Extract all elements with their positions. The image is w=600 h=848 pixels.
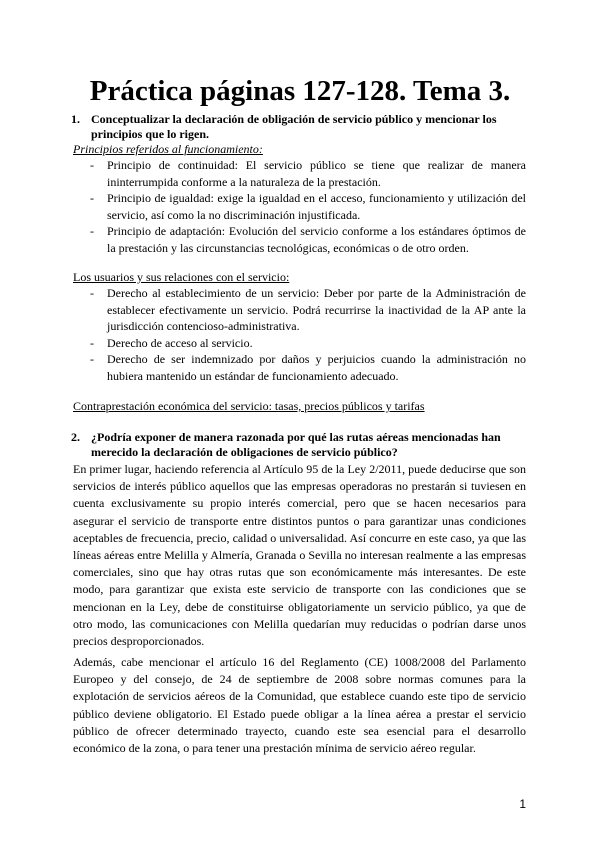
section-principles-heading: Principios referidos al funcionamiento: bbox=[73, 142, 263, 156]
question-1-text: Conceptualizar la declaración de obligación de servicio público y mencionar los principios que lo rigen. bbox=[91, 112, 497, 141]
question-1-heading bbox=[71, 112, 529, 142]
list-item-text: Principio de continuidad: El servicio público se tiene que realizar de manera ininterrumpida conforme a la naturaleza de la prestación. bbox=[107, 158, 526, 189]
page-number: 1 bbox=[519, 797, 526, 811]
page-title: Práctica páginas 127-128. Tema 3. bbox=[89, 75, 511, 107]
bullet-dash: - bbox=[90, 335, 94, 350]
list-item bbox=[0, 335, 526, 352]
list-item bbox=[0, 351, 526, 384]
question-2-heading bbox=[71, 430, 529, 460]
bullet-dash: - bbox=[90, 286, 94, 300]
list-item bbox=[0, 285, 526, 335]
answer-paragraph-2: Además, cabe mencionar el artículo 16 del Reglamento (CE) 1008/2008 del Parlamento Europeo y del consejo, de 24 de septiembre de 2008 sobre normas comunes para la explotación de servicios aéreos de la Comunidad, que establece cuando este tipo de servicio público deviene obligatorio. El Estado puede obligar a la línea aérea a prestar el servicio público de ofrecer determinado trayecto, cuando este sea esencial para el desarrollo económico de la zona, o para tener una prestación mínima de servicio aéreo regular. bbox=[73, 655, 526, 756]
list-item-text: Principio de igualdad: exige la igualdad en el acceso, funcionamiento y utilización del servicio, así como la no discriminación injustificada. bbox=[107, 191, 526, 222]
list-item-text: Derecho de acceso al servicio. bbox=[107, 335, 253, 350]
bullet-dash: - bbox=[90, 158, 94, 172]
principles-list bbox=[0, 157, 526, 257]
list-item-text: Derecho al establecimiento de un servicio: Deber por parte de la Administración de establecer efectivamente un servicio. Podrá recurrirse la inactividad de la AP ante la jurisdicción contencioso-administrativa. bbox=[107, 286, 526, 334]
question-2-number: 2. bbox=[71, 430, 80, 444]
list-item-text: Derecho de ser indemnizado por daños y perjuicios cuando la administración no hubiera mantenido un estándar de funcionamiento adecuado. bbox=[107, 352, 526, 383]
answer-paragraph-1: En primer lugar, haciendo referencia al Artículo 95 de la Ley 2/2011, puede deducirse que son servicios de interés público aquellos que las empresas operadoras no prestarán si tuviesen en cuenta exclusivamente su propio interés comercial, pero que se hacen necesarios para asegurar el servicio de transporte entre distintos puntos o para garantizar unas condiciones aceptables de frecuencia, precio, calidad o universalidad. Así concurre en este caso, ya que las líneas aéreas entre Melilla y Almería, Granada o Sevilla no interesan realmente a las empresas comerciales, sino que hay otras rutas que son económicamente más interesantes. De este modo, para garantizar que exista este servicio de transporte con las condiciones que se mencionan en la Ley, debe de constituirse obligatoriamente un servicio público, ya que de otro modo, las comunicaciones con Melilla quedarían muy reducidas o podrían darse unos precios desproporcionados. bbox=[73, 462, 526, 649]
bullet-dash: - bbox=[90, 352, 94, 367]
bullet-dash: - bbox=[90, 224, 94, 239]
users-rights-list bbox=[0, 285, 526, 385]
list-item bbox=[0, 223, 526, 256]
list-item bbox=[0, 190, 526, 223]
bullet-dash: - bbox=[90, 191, 94, 206]
question-2-text: ¿Podría exponer de manera razonada por qué las rutas aéreas mencionadas han merecido la declaración de obligaciones de servicio público? bbox=[91, 430, 501, 459]
section-payment-heading: Contraprestación económica del servicio: tasas, precios públicos y tarifas bbox=[73, 399, 425, 413]
list-item-text: Principio de adaptación: Evolución del servicio conforme a los estándares óptimos de la prestación y las circunstancias tecnológicas, económicas o de otro orden. bbox=[107, 224, 526, 255]
question-1-number: 1. bbox=[71, 112, 80, 126]
section-users-heading: Los usuarios y sus relaciones con el servicio: bbox=[73, 270, 290, 284]
list-item bbox=[0, 157, 526, 190]
